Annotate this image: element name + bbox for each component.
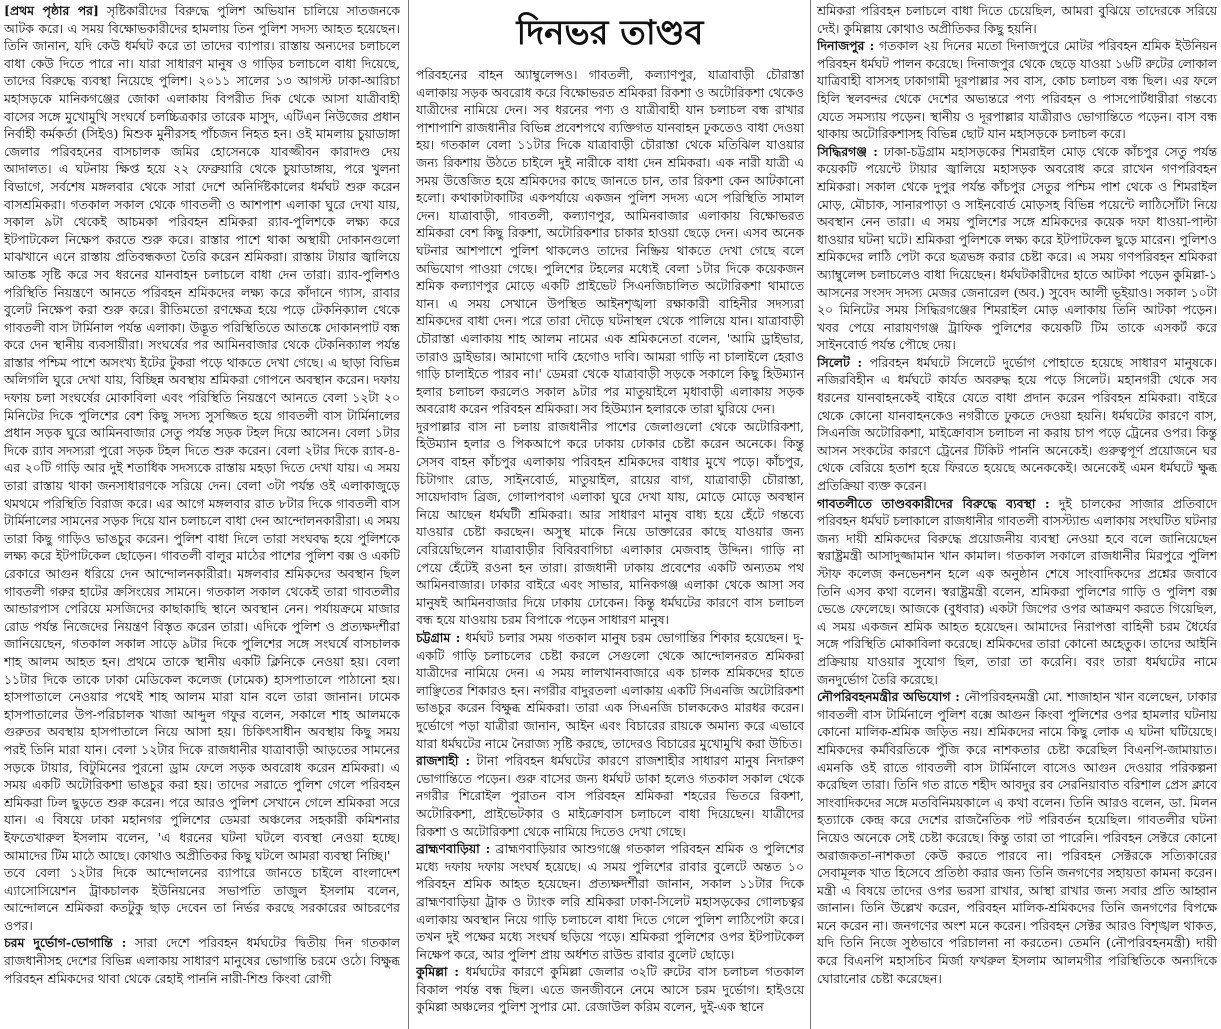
paragraph — [817, 37, 1217, 143]
paragraph — [817, 143, 1217, 354]
paragraph-text: গতকাল ২য় দিনের মতো দিনাজপুরে মোটর পরিবহন শ্রমিক ইউনিয়ন পরিবহন ধর্মঘট পালন করেছে। দিনাজপুর থেকে ছেড়ে যাওয়া ১৬টি রুটের লোকাল যাত্রিবাহী বাসসহ ঢাকাগামী দূরপাল্লার সব বাস, কোচ চলাচল বন্ধ ছিল। এর ফলে হিলি স্থলবন্দর থেকে দেশের অভ্যন্তরে পণ্য পরিবহন ও পাসপোর্টধারীরা গন্তব্যে যেতে সমস্যায় পড়েন। স্থানীয় ও দূরপাল্লার যাত্রীরাও ভোগান্তিতে পড়েন। বাস বন্ধ থাকায় অটোরিকশাসহ বিভিন্ন ছোট যান মহাসড়কে চলাচল করে। — [817, 38, 1217, 142]
subhead: কুমিল্লা : — [416, 964, 459, 980]
paragraph-text: সারা দেশে পরিবহন ধর্মঘটের দ্বিতীয় দিন গতকাল রাজধানীসহ দেশের বিভিন্ন এলাকায় সাধারণ মানুষের ভোগান্তি চরমে ওঠে। বিক্ষুব্ধ পরিবহন শ্রমিকদের থাবা থেকে রেহাই পাননি নারী-শিশু কিংবা রোগী — [4, 935, 400, 986]
paragraph-text: নৌপরিবহনমন্ত্রী মো. শাজাহান খান বলেছেন, ঢাকার গাবতলী বাস টার্মিনালে পুলিশ বক্সে আগুন কিংবা পুলিশের ওপর হামলার ঘটনায় কোনো মালিক-শ্রমিক জড়িত নয়। শ্রমিকদের নামে কিছু লোক এ ঘটনা ঘটিয়েছে। শ্রমিকদের কর্মবিরতিকে পুঁজি করে নাশকতার চেষ্টা করেছিল বিএনপি-জামায়াত। এমনকি ওই রাতে গাবতলী বাস টার্মিনালে বাসেও আগুন দেওয়ার পরিকল্পনা করেছিল তারা। তিনি গত রাতে শহীদ আবদুর রব সেরনিয়াবাত বরিশাল প্রেস ক্লাবে সাংবাদিকদের সঙ্গে মতবিনিময়কালে এ কথা বলেন। তিনি আরও বলেন, ডা. মিলন হত্যাকে কেন্দ্র করে দেশের রাজনৈতিক পট পরিবর্তন হয়েছিল। গাবতলীর ঘটনা নিয়েও অনেকে সেই চেষ্টা করেছে। কিন্তু তারা তা পারেনি। পরিবহন সেক্টরে কোনো অরাজকতা-নাশকতা কেউ করতে পারবে না। পরিবহন সেক্টরকে সত্যিকারের সেবামূলক খাত হিসেবে প্রতিষ্ঠা করার জন্য তিনি জনগণের সহায়তা কামনা করেন। মন্ত্রী এ বিষয়ে তাদের ওপর ভরসা রাখার, আস্থা রাখার জন্য সবার প্রতি আহ্বান জানান। তিনি উল্লেখ করেন, পরিবহন মালিক-শ্রমিকদের তিনি জনগণের বিপক্ষে মনে করেন না। জনগণের অংশ মনে করেন। পরিবহন সেক্টর আরও বিশৃঙ্খল থাকত, যদি তিনি নিজে সুষ্ঠভাবে পরিচালনা না করতেন। তেমনি (নৌপরিবহনমন্ত্রী) দায়ী করে বিএনপি মহাসচিব মির্জা ফখরুল ইসলাম আলমগীর পরিস্থিতিকে অন্যদিকে ঘোরানোর চেষ্টা করেছেন। — [817, 689, 1217, 986]
subhead: গাবতলীতে তাণ্ডবকারীদের বিরুদ্ধে ব্যবস্থা : — [817, 495, 1050, 511]
paragraph-text: ঢাকা-চট্টগ্রাম মহাসড়কের শিমরাইল মোড় থেকে কাঁচপুর সেতু পর্যন্ত কয়েকটি পয়েন্টে টায়ার জ্বালিয়ে মহাসড়ক অবরোধ করে রাখেন গণপরিবহন শ্রমিকরা। সকাল থেকে দুপুর পর্যন্ত কাঁচপুর সেতুর পশ্চিম পাশ থেকে ও শিমরাইল মোড়, মৌচাক, সানারপাড়া ও সাইনবোর্ড মোড়সহ বিভিন্ন পয়েন্টে লাঠিসোঁটা নিয়ে অবস্থান নেন তারা। এ সময় পুলিশের সঙ্গে শ্রমিকদের কয়েক দফা ধাওয়া-পাল্টা ধাওয়ার ঘটনা ঘটে। শ্রমিকরা পুলিশকে লক্ষ্য করে ইটপাটকেল ছুড়ে মারেন। পুলিশও শ্রমিকদের লাঠি পেটা করে ছত্রভঙ্গ করার চেষ্টা করে। এ সময় গণপরিবহন শ্রমিকরা অ্যাম্বুলেন্স চলাচলেও বাধা দিয়েছেন। ধর্মঘটকারীদের হাতে আটকা পড়েন কুমিল্লা-১ আসনের সংসদ সদস্য মেজর জেনারেল (অব.) সুবেদ আলী ভূইয়াও। সকাল ১০টা ২০ মিনিটের সময় সিদ্ধিরগঞ্জের শিমরাইল মোড় এলাকায় তিনি আটকা পড়েন। খবর পেয়ে নারায়ণগঞ্জ ট্রাফিক পুলিশের কয়েকটি টিম তাকে এসকর্ট করে সাইনবোর্ড পর্যন্ত পৌছে দেয়। — [817, 143, 1217, 353]
paragraph-text: সৃষ্টিকারীদের বিরুদ্ধে পুলিশ অভিযান চালিয়ে সাতজনকে আটক করে। এ সময় বিক্ষোভকারীদের হামলায় তিন পুলিশ সদস্য আহত হয়েছেন। তিনি জানান, যদি কেউ ধর্মঘট করে তা তাদের ব্যাপার। রাস্তায় অন্যদের চলাচলে বাধা কেউ দিতে পারে না। যারা সাধারণ মানুষ ও গাড়ির চলাচলে বাধা দিয়েছে, তাদের বিরুদ্ধে ব্যবস্থা নিয়েছে পুলিশ। ২০১১ সালের ১৩ আগস্ট ঢাকা-আরিচা মহাসড়কে মানিকগঞ্জের জোকা এলাকায় বিপরীত দিক থেকে আসা যাত্রীবাহী বাসের সঙ্গে মুখোমুখি সংঘর্ষে চলচ্চিত্রকার তারেক মাসুদ, এটিএন নিউজের প্রধান নির্বাহী কর্মকর্তা (সিইও) মিশুক মুনীরসহ পাঁচজন নিহত হন। ওই মামলায় চুয়াডাঙ্গা জেলার পরিবহনের বাসচালক জমির হোসেনকে যাবজ্জীবন কারাদণ্ড দেয় আদালত। এ ঘটনায় ক্ষিপ্ত হয়ে ২২ ফেব্রুয়ারি থেকে চুয়াডাঙ্গায়, পরে খুলনা বিভাগে, সর্বশেষ মঙ্গলবার থেকে সারা দেশে অনির্দিষ্টকালের ধর্মঘট শুরু করেন বাসশ্রমিকরা। গতকাল সকাল থেকে গাবতলী ও আশপাশ এলাকা ঘুরে দেখা যায়, সকাল ৯টা থেকেই আচমকা পরিবহন শ্রমিকরা র‍্যাব-পুলিশকে লক্ষ্য করে ইটপাটকেল নিক্ষেপ করতে শুরু করে। রাস্তার পাশে থাকা অস্থায়ী দোকানগুলো মাঝখানে এনে রাস্তায় প্রতিবন্ধকতা তৈরি করেন শ্রমিকরা। রাস্তায় টায়ার জ্বালিয়ে আতঙ্ক সৃষ্টি করে সব ধরনের যানবাহন চলাচলে বাধা দেন তারা। র‍্যাব-পুলিশও পরিস্থিতি নিয়ন্ত্রণে আনতে পরিবহন শ্রমিকদের লক্ষ্য করে কাঁদানে গ্যাস, রাবার বুলেট নিক্ষেপ করা শুরু করে। রীতিমতো রণক্ষেত্র হয়ে পড়ে টেকনিক্যাল থেকে গাবতলী বাস টার্মিনাল পর্যন্ত এলাকা। উদ্ভূত পরিস্থিতিতে আতঙ্কে দোকানপাট বন্ধ করে দেন স্থানীয় ব্যবসায়ীরা। সংঘর্ষের পর আমিনবাজার থেকে টেকনিক্যাল পর্যন্ত রাস্তার পশ্চিম পাশে অসংখ্য ইটের টুকরা পড়ে থাকতে দেখা গেছে। এ ছাড়া বিভিন্ন অলিগলি ঘুরে দেখা যায়, বিচ্ছিন্ন অবস্থায় শ্রমিকরা গোপনে অবস্থান করেন। দফায় দফায় চলা সংঘর্ষের মোকাবিলা এবং পরিস্থিতি নিয়ন্ত্রণে আনতে বেলা ১২টা ২০ মিনিটের দিকে পুলিশের বেশ কিছু সদস্য সুসজ্জিত হয়ে গাবতলী বাস টার্মিনালের প্রধান সড়ক ঘুরে আমিনবাজার সেতু পর্যন্ত সড়ক টহল দিয়ে আসেন। বেলা ১টার দিকে র‍্যাব সদস্যরা পুরো সড়ক টহল দিতে শুরু করেন। বেলা ২টার দিকে র‍্যাব-৪-এর ২০টি গাড়ি আর দুই শতাধিক সদস্যকে রাস্তায় মহড়া দিতে দেখা যায়। এ সময় তারা রাস্তায় থাকা জনসাধারণকে সরিয়ে দেন। বেলা ৩টা পর্যন্ত ওই এলাকাজুড়ে থমথমে পরিস্থিতি বিরাজ করে। এর আগে মঙ্গলবার রাত ৮টার দিকে গাবতলী বাস টার্মিনালের সামনের সড়ক দিয়ে যান চলাচলে বাধা দেন আন্দোলনকারীরা। এ সময় তারা কিছু গাড়িও ভাঙচুর করেন। পুলিশ বাধা দিলে তারা সংঘবদ্ধ হয়ে পুলিশকে লক্ষ্য করে ইটপাটকেল ছোড়েন। গাবতলী বালুর মাঠের পাশের পুলিশ বক্স ও একটি রেকারে আগুন ধরিয়ে দেন আন্দোলনকারীরা। মঙ্গলবার শ্রমিকদের অবস্থান ছিল গাবতলী গরুর হাটের ক্রসিংয়ের সামনে। গতকাল সকাল থেকেই তারা গাবতলীর আন্ডারপাস পেরিয়ে মসজিদের কাছাকাছি স্থানে অবস্থান নেন। পর্যায়ক্রমে মাজার রোড পর্যন্ত নিজেদের নিয়ন্ত্রণ বিস্তৃত করেন তারা। এদিকে পুলিশ ও প্রত্যক্ষদর্শীরা জানিয়েছেন, গতকাল সকাল সাড়ে ৯টার দিকে পুলিশের সঙ্গে সংঘর্ষে বাসচালক শাহ আলম আহত হন। প্রথমে তাকে স্থানীয় একটি ক্লিনিকে নেওয়া হয়। বেলা ১১টার দিকে তাকে ঢাকা মেডিকেল কলেজ (ঢামেক) হাসপাতালে পাঠানো হয়। হাসপাতালে নেওয়ার পথেই শাহ আলম মারা যান বলে তারা জানান। ঢামেক হাসপাতালের উপ-পরিচালক খাজা আব্দুল গফুর বলেন, সকালে শাহ আলমকে গুরুতর অবস্থায় হাসপাতালে নিয়ে আসা হয়। চিকিৎসাধীন অবস্থায় কিছু সময় পরই তিনি মারা যান। বেলা ১২টার দিকে রাজধানীর যাত্রাবাড়ী আড়তের সামনের সড়কে টায়ার, বিটুমিনের পুরনো ড্রাম ফেলে সড়ক অবরোধ করেন শ্রমিকরা। এ সময় একটি অটোরিকশা ভাঙচুর করা হয়। তাদের সরাতে পুলিশ গেলে পরিবহন শ্রমিকরা ঢিল ছুড়তে শুরু করেন। পরে আরও পুলিশ সেখানে গেলে শ্রমিকরা সরে যান। এ বিষয়ে ঢাকা মহানগর পুলিশের ডেমরা অঞ্চলের সহকারী কমিশনার ইফতেখারুল ইসলাম বলেন, 'এ ধরনের ঘটনা ঘটলে ব্যবস্থা নেওয়া হচ্ছে। আমাদের টিম মাঠে আছে। কোথাও অপ্রীতিকর কিছু ঘটলে আমরা ব্যবস্থা নিচ্ছি।' — [4, 3, 400, 863]
column-1 — [4, 0, 400, 1029]
paragraph-text: ব্রাহ্মণবাড়িয়ার আশুগঞ্জে গতকাল পরিবহন শ্রমিক ও পুলিশের মধ্যে দফায় দফায় সংঘর্ষ হয়েছে। এ সময় পুলিশের রাবার বুলেটে অন্তত ১০ পরিবহন শ্রমিক আহত হয়েছেন। প্রত্যক্ষদর্শীরা জানান, সকাল ১১টার দিকে ব্রাহ্মণবাড়িয়া ট্রাক ও ট্যাংক লরি শ্রমিকরা ঢাকা-সিলেট মহাসড়কের গোলচত্বর এলাকায় অবস্থান নিয়ে গাড়ি চলাচলে বাধা দিতে গেলে পুলিশ লাঠিপেটা করে। তখন দুই পক্ষের মধ্যে সংঘর্ষ ছড়িয়ে পড়ে। শ্রমিকরা পুলিশের ওপর ইটপাটকেল নিক্ষেপ করে, আর পুলিশ প্রায় অর্ধশত রাউন্ড রাবার বুলেট ছোড়ে। — [416, 841, 804, 962]
paragraph — [817, 495, 1217, 689]
column-divider — [408, 0, 409, 1029]
subhead: নৌপরিবহনমন্ত্রীর অভিযোগ : — [817, 689, 960, 705]
paragraph — [416, 963, 804, 1016]
paragraph-text: টানা পরিবহন ধর্মঘটের কারণে রাজশাহীর সাধারণ মানুষ নিদারুণ ভোগান্তিতে পড়েন। গুরু বাসের জন্য ধর্মঘট ডাকা হলেও গতকাল সকাল থেকে নগরীর শিরোইল পুরাতন বাস পরিবহন শ্রমিকরা শহরের ভিতরে রিকশা, অটোরিকশা, প্রাইভেটকার ও মাইক্রোবাস চলাচলে বাধা দিয়েছেন। যাত্রীদের রিকশা ও অটোরিকশা থেকে নামিয়ে দিতেও দেখা গেছে। — [416, 753, 804, 839]
subhead: চট্টগ্রাম : — [416, 630, 461, 645]
paragraph — [4, 2, 400, 864]
paragraph: তবে বেলা ১২টার দিকে আন্দোলনের ব্যাপারে জানতে চাইলে বাংলাদেশ এ্যাসোসিয়েশন ট্রাকচালক ইউনিয়নের সভাপতি তাজুল ইসলাম বলেন, আন্দোলনে শ্রমিকরা কতটুকু ছাড় দেবেন তা নির্ভর করছে সরকারের আচরণের ওপর। — [4, 865, 400, 933]
subhead: সিলেট : — [817, 354, 863, 370]
paragraph — [817, 354, 1217, 495]
paragraph — [817, 688, 1217, 987]
paragraph — [416, 840, 804, 963]
subhead: দিনাজপুর : — [817, 38, 875, 54]
paragraph — [416, 752, 804, 840]
column-2 — [416, 0, 804, 1029]
paragraph-text: পরিবহন ধর্মঘটে সিলেটে দুর্ভোগ পোহাতে হয়েছে সাধারণ মানুষকে। নজিরবিহীন এ ধর্মঘটে কার্যত অবরুদ্ধ হয়ে পড়ে সিলেট। মহানগরী থেকে সব ধরনের যানবাহনকেই বাইরে যেতে বাধা প্রদান করেন পরিবহন শ্রমিকরা। বাইরে থেকে কোনো যানবাহনকেও নগরীতে ঢুকতে দেওয়া হয়নি। ধর্মঘটের কারণে বাস, সিএনজি অটোরিকশা, মাইক্রোবাস চলাচল না করায় চাপ পড়ে ট্রেনের ওপর। কিন্তু আসন সংকটের কারণে ট্রেনের টিকিট পাননি অনেকেই। গুরুত্বপূর্ণ প্রয়োজনে ঘর থেকে বেরিয়ে হতাশ হয়ে ফিরতে হয়েছে অনেককেই। অনেকেই এমন ধর্মঘটে ক্ষুব্ধ প্রতিক্রিয়া ব্যক্ত করেন। — [817, 354, 1217, 494]
subhead: সিদ্ধিরগঞ্জ : — [817, 143, 878, 159]
headline: দিনভর তাণ্ডব — [516, 13, 704, 53]
paragraph — [4, 934, 400, 987]
paragraph-text: ধর্মঘটের কারণে কুমিল্লা জেলার ৩২টি রুটের বাস চলাচল গতকাল বিকাল পর্যন্ত বন্ধ ছিল। এতে জনজীবনে নেমে আসে চরম দুর্ভোগ। হাইওয়ে কুমিল্লা অঞ্চলের পুলিশ সুপার মো. রেজাউল করিম বলেন, দুই-এক স্থানে — [416, 964, 804, 1015]
continuation-marker: [প্রথম পৃষ্ঠার পর] — [4, 3, 99, 18]
subhead: ব্রাহ্মণবাড়িয়া : — [416, 841, 491, 857]
paragraph — [416, 629, 804, 752]
paragraph: শ্রমিকরা পরিবহন চলাচলে বাধা দিতে চেয়েছিল, আমরা বুঝিয়ে তাদেরকে সরিয়ে দেই। কুমিল্লায় কোথাও অপ্রীতিকর কিছু হয়নি। — [817, 3, 1217, 36]
paragraph-text: দুই চালকের সাজার প্রতিবাদে পরিবহন ধর্মঘট চলাকালে রাজধানীর গাবতলী বাসস্ট্যান্ড এলাকায় সংঘটিত ঘটনার জন্য দায়ী শ্রমিকদের বিরুদ্ধে প্রয়োজনীয় ব্যবস্থা নেওয়া হবে বলে জানিয়েছেন স্বরাষ্ট্রমন্ত্রী আসাদুজ্জামান খান কামাল। গতকাল সকালে রাজধানীর মিরপুরে পুলিশ স্টাফ কলেজ কনভেনশন হলে এক অনুষ্ঠান শেষে সাংবাদিকদের প্রশ্নের জবাবে তিনি এসব কথা বলেন। স্বরাষ্ট্রমন্ত্রী বলেন, শ্রমিকরা পুলিশের গাড়ি ও পুলিশ বক্স ভেঙে ফেলেছে। আজকে (বুধবার) একটা জিপের ওপর আক্রমণ করতে গিয়েছিল, এ সময় একজন শ্রমিক আহত হয়েছেন। আমাদের নিরাপত্তা বাহিনী চরম ধৈর্যের সঙ্গে পরিস্থিতি মোকাবিলা করেছে। শ্রমিকদের তারা কোনো অহেতুক। তাদের আইনি প্রক্রিয়ায় যাওয়ার সুযোগ ছিল, তারা তা করেনি। বরং তারা ধর্মঘটের নামে জনদুর্ভোগ তৈরি করেছে। — [817, 495, 1217, 687]
subhead: রাজশাহী : — [416, 753, 471, 769]
column-3 — [817, 0, 1217, 1029]
column-divider — [810, 0, 811, 1029]
paragraph: দুরপাল্লার বাস না চলায় রাজধানীর পাশের জেলাগুলো থেকে অটোরিকশা, হিউম্যান হলার ও পিকআপে করে ঢাকায় ঢোকার চেষ্টা করেন অনেকে। কিন্তু সেসব বাহন কাঁচপুর এলাকায় পরিবহন শ্রমিকদের বাধার মুখে পড়ে। কাঁচপুর, চিটাগাং রোড, সাইনবোর্ড, মাতুয়াইল, রায়ের বাগ, যাত্রাবাড়ী চৌরাস্তা, সায়েদাবাদ ব্রিজ, গোলাপবাগ এলাকা ঘুরে দেখা যায়, মোড়ে মোড়ে অবস্থান নিয়ে আছেন ধর্মঘটী শ্রমিকরা। আর সাধারণ মানুষ বাধ্য হয়ে হেঁটে গন্তব্যে যাওয়ার চেষ্টা করছেন। অসুস্থ মাকে নিয়ে ডাক্তারের কাছে যাওয়ার জন্য বেরিয়েছিলেন যাত্রাবাড়ীর বিবিরবাগিচা এলাকার মেজবাহ উদ্দিন। গাড়ি না পেয়ে হেঁটেই রওনা হন তারা। রাজধানী ঢাকায় প্রবেশের একটি অন্যতম পথ আমিনবাজার। ঢাকার বাইরে এবং সাভার, মানিকগঞ্জ এলাকা থেকে আসা সব মানুষই আমিনবাজার দিয়ে ঢাকায় ঢোকেন। কিন্তু ধর্মঘটের কারণে বাস চলাচল বন্ধ হয়ে যাওয়ায় চরম বিপাকে পড়েন সাধারণ মানুষ। — [416, 418, 804, 628]
paragraph: পরিবহনের বাহন অ্যাম্বুলেন্সও। গাবতলী, কল্যাণপুর, যাত্রাবাড়ী চৌরাস্তা এলাকায় সড়ক অবরোধ করে বিক্ষোভরত শ্রমিকরা রিকশা ও অটোরিকশা থেকেও যাত্রীদের নামিয়ে দেন। সব ধরনের পণ্য ও যাত্রীবাহী যান চলাচল বন্ধ রাখার পাশাপাশি রাজধানীর বিভিন্ন প্রবেশপথে ব্যক্তিগত যানবাহন ঢুকতেও বাধা দেওয়া হয়। গতকাল বেলা ১১টার দিকে যাত্রাবাড়ী চৌরাস্তা থেকে মতিঝিল যাওয়ার জন্য রিকশায় উঠতে চাইলে দুই নারীকে বাধা দেন শ্রমিকরা। এক নারী যাত্রী এ সময় উত্তেজিত হয়ে শ্রমিকদের কাছে জানতে চান, তার রিকশা কেন আটকানো হলো। কথাকাটাকাটির একপর্যায়ে একজন পুলিশ সদস্য এসে পরিস্থিতি সামাল দেন। যাত্রাবাড়ী, গাবতলী, কল্যাণপুর, আমিনবাজার এলাকায় বিক্ষোভরত শ্রমিকরা বেশ কিছু রিকশা, অটোরিকশার চাকার হাওয়া ছেড়ে দেন। এসব অনেক ঘটনার আশপাশে পুলিশ থাকলেও তাদের নিষ্ক্রিয় থাকতে দেখা গেছে বলে অভিযোগ পাওয়া গেছে। পুলিশের টহলের মধ্যেই বেলা ১টার দিকে কয়েকজন শ্রমিক কল্যাণপুর মোড়ে একটি প্রাইভেট সিএনজিচালিত অটোরিকশা থামাতে যান। এ সময় সেখানে উপস্থিত আইনশৃঙ্খলা রক্ষাকারী বাহিনীর সদস্যরা শ্রমিকদের বাধা দেন। পরে তারা দৌড়ে ঘটনাস্থল থেকে পালিয়ে যান। যাত্রাবাড়ী চৌরাস্তা এলাকায় শাহ আলম নামের এক শ্রমিকনেতা বলেন, 'আমি ড্রাইভার, তারাও ড্রাইভার। আমাগো দাবি হেগোও দাবি। আমরা গাড়ি না চালাইলে হেরাও গাড়ি চালাইতে পারব না।' ডেমরা থেকে যাত্রাবাড়ী সড়কে সকালে কিছু হিউম্যান হলার চলাচল করলেও সকাল ৯টার পর মাতুয়াইলে মৃধাবাড়ী এলাকায় সড়ক অবরোধ করেন পরিবহন শ্রমিকরা। সব হিউম্যান হলারকে তারা ঘুরিয়ে দেন। — [416, 67, 804, 417]
subhead: চরম দুর্ভোগ-ভোগান্তি : — [4, 935, 127, 951]
paragraph-text: ধর্মঘট চলার সময় গতকাল মানুষ চরম ভোগান্তির শিকার হয়েছেন। দু-একটি গাড়ি চলাচলের চেষ্টা করলে সেগুলো থেকে আন্দোলনরত শ্রমিকরা যাত্রীদের নামিয়ে দেন। এ সময় লালখানবাজারে এক চালক শ্রমিকদের হাতে লাঞ্ছিতের শিকারও হন। নগরীর বাদুরতলা এলাকায় একটি সিএনজি অটোরিকশা ভাঙচুর করেন বিক্ষুব্ধ শ্রমিকরা। তারা এক সিএনজি চালককেও মারধর করেন। দুর্ভোগে পড়া যাত্রীরা জানান, আইন এবং বিচারের রায়কে অমান্য করে এভাবে যারা ধর্মঘটের নামে নৈরাজ্য সৃষ্টি করছে, তাদেরও বিচারের মুখোমুখি করা উচিত। — [416, 630, 804, 751]
